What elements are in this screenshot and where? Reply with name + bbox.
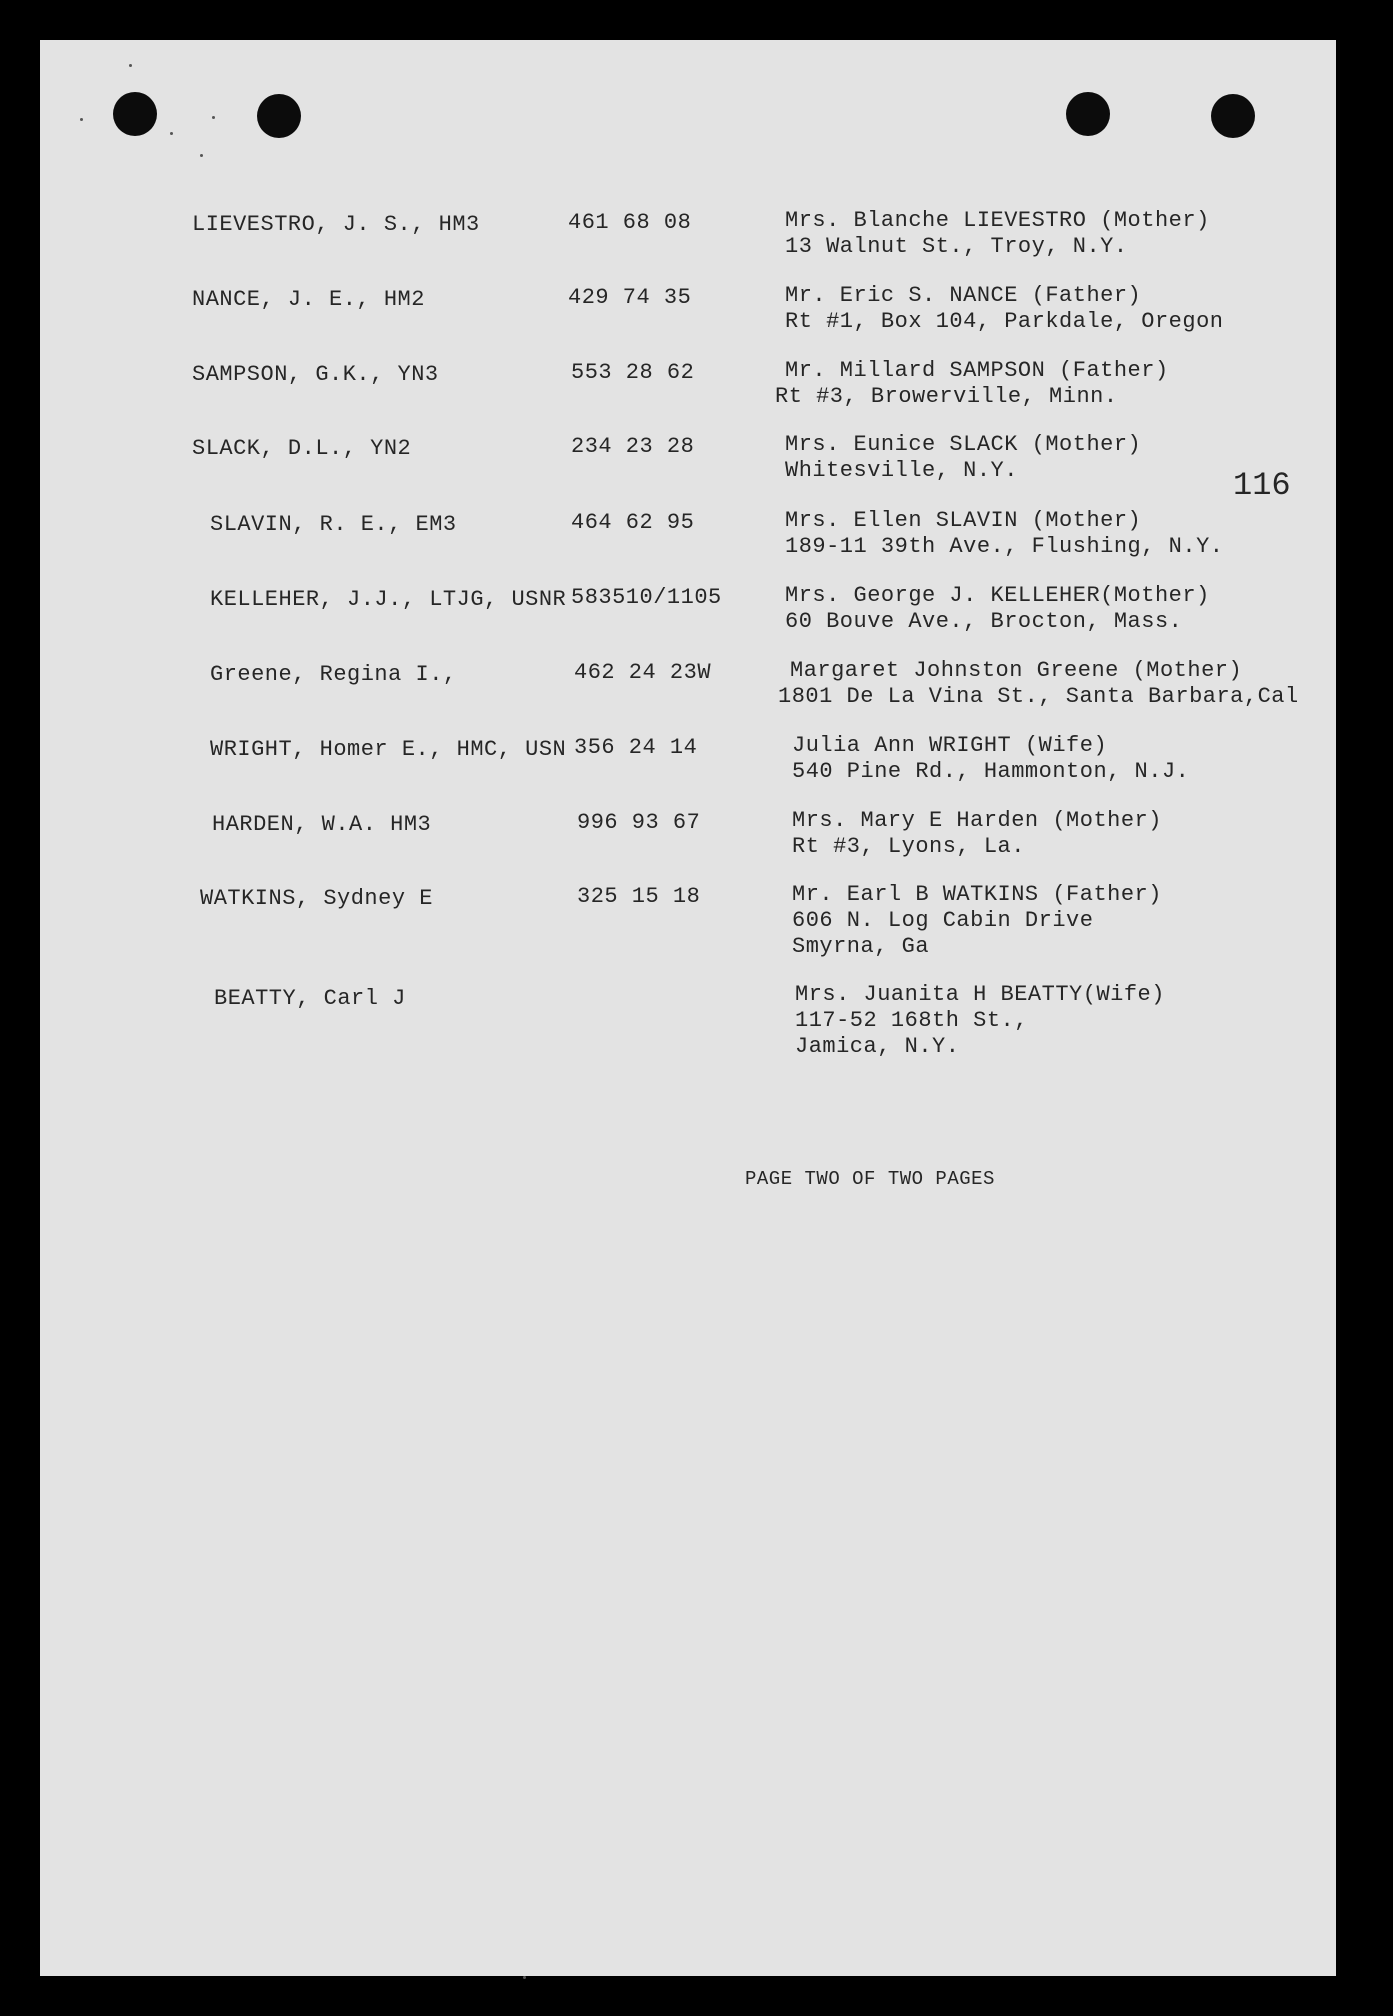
entry-contact-line: Mrs. Ellen SLAVIN (Mother) bbox=[785, 508, 1142, 533]
entry-service-number: 583510/1105 bbox=[571, 585, 722, 610]
entry-service-number: 429 74 35 bbox=[568, 285, 692, 310]
entry-name: WATKINS, Sydney E bbox=[200, 886, 433, 911]
entry-contact-line: Mrs. Juanita H BEATTY(Wife) bbox=[795, 982, 1165, 1007]
punch-hole-right-2 bbox=[1211, 94, 1255, 138]
speck bbox=[212, 116, 215, 119]
entry-name: NANCE, J. E., HM2 bbox=[192, 287, 425, 312]
entry-service-number: 356 24 14 bbox=[574, 735, 698, 760]
punch-hole-right-1 bbox=[1066, 92, 1110, 136]
entry-contact-line: Mrs. George J. KELLEHER(Mother) bbox=[785, 583, 1210, 608]
entry-name: SAMPSON, G.K., YN3 bbox=[192, 362, 439, 387]
entry-contact-line: Jamica, N.Y. bbox=[795, 1034, 960, 1059]
entry-contact-line: Whitesville, N.Y. bbox=[785, 458, 1018, 483]
entry-service-number: 462 24 23W bbox=[574, 660, 712, 685]
speck bbox=[80, 118, 83, 121]
entry-service-number: 461 68 08 bbox=[568, 210, 692, 235]
entry-contact-line: 540 Pine Rd., Hammonton, N.J. bbox=[792, 759, 1190, 784]
entry-name: SLAVIN, R. E., EM3 bbox=[210, 512, 457, 537]
entry-contact-line: Rt #1, Box 104, Parkdale, Oregon bbox=[785, 309, 1224, 334]
entry-contact-line: 1801 De La Vina St., Santa Barbara,Cal bbox=[778, 684, 1299, 709]
page-number: 116 bbox=[1233, 467, 1291, 504]
entry-name: SLACK, D.L., YN2 bbox=[192, 436, 412, 461]
speck bbox=[129, 64, 132, 67]
entry-name: Greene, Regina I., bbox=[210, 662, 457, 687]
document-page bbox=[40, 40, 1336, 1976]
entry-contact-line: Mrs. Mary E Harden (Mother) bbox=[792, 808, 1162, 833]
entry-contact-line: Rt #3, Lyons, La. bbox=[792, 834, 1025, 859]
page-footer: PAGE TWO OF TWO PAGES bbox=[745, 1168, 995, 1190]
entry-name: HARDEN, W.A. HM3 bbox=[212, 812, 432, 837]
entry-service-number: 464 62 95 bbox=[571, 510, 695, 535]
entry-name: KELLEHER, J.J., LTJG, USNR bbox=[210, 587, 567, 612]
speck bbox=[523, 1976, 526, 1979]
entry-name: BEATTY, Carl J bbox=[214, 986, 406, 1011]
speck bbox=[200, 154, 203, 157]
entry-contact-line: Mrs. Blanche LIEVESTRO (Mother) bbox=[785, 208, 1210, 233]
entry-contact-line: 117-52 168th St., bbox=[795, 1008, 1028, 1033]
entry-service-number: 996 93 67 bbox=[577, 810, 701, 835]
entry-name: WRIGHT, Homer E., HMC, USN bbox=[210, 737, 567, 762]
punch-hole-left-2 bbox=[257, 94, 301, 138]
punch-hole-left-1 bbox=[113, 92, 157, 136]
entry-contact-line: 13 Walnut St., Troy, N.Y. bbox=[785, 234, 1128, 259]
entry-contact-line: Mr. Millard SAMPSON (Father) bbox=[785, 358, 1169, 383]
entry-service-number: 553 28 62 bbox=[571, 360, 695, 385]
entry-contact-line: Mrs. Eunice SLACK (Mother) bbox=[785, 432, 1142, 457]
entry-contact-line: 189-11 39th Ave., Flushing, N.Y. bbox=[785, 534, 1224, 559]
speck bbox=[170, 132, 173, 135]
entry-contact-line: 60 Bouve Ave., Brocton, Mass. bbox=[785, 609, 1183, 634]
entry-contact-line: Margaret Johnston Greene (Mother) bbox=[790, 658, 1243, 683]
entry-contact-line: 606 N. Log Cabin Drive bbox=[792, 908, 1094, 933]
entry-contact-line: Smyrna, Ga bbox=[792, 934, 930, 959]
entry-contact-line: Mr. Earl B WATKINS (Father) bbox=[792, 882, 1162, 907]
entry-contact-line: Julia Ann WRIGHT (Wife) bbox=[792, 733, 1108, 758]
entry-contact-line: Mr. Eric S. NANCE (Father) bbox=[785, 283, 1142, 308]
entry-name: LIEVESTRO, J. S., HM3 bbox=[192, 212, 480, 237]
entry-contact-line: Rt #3, Browerville, Minn. bbox=[775, 384, 1118, 409]
entry-service-number: 325 15 18 bbox=[577, 884, 701, 909]
entry-service-number: 234 23 28 bbox=[571, 434, 695, 459]
